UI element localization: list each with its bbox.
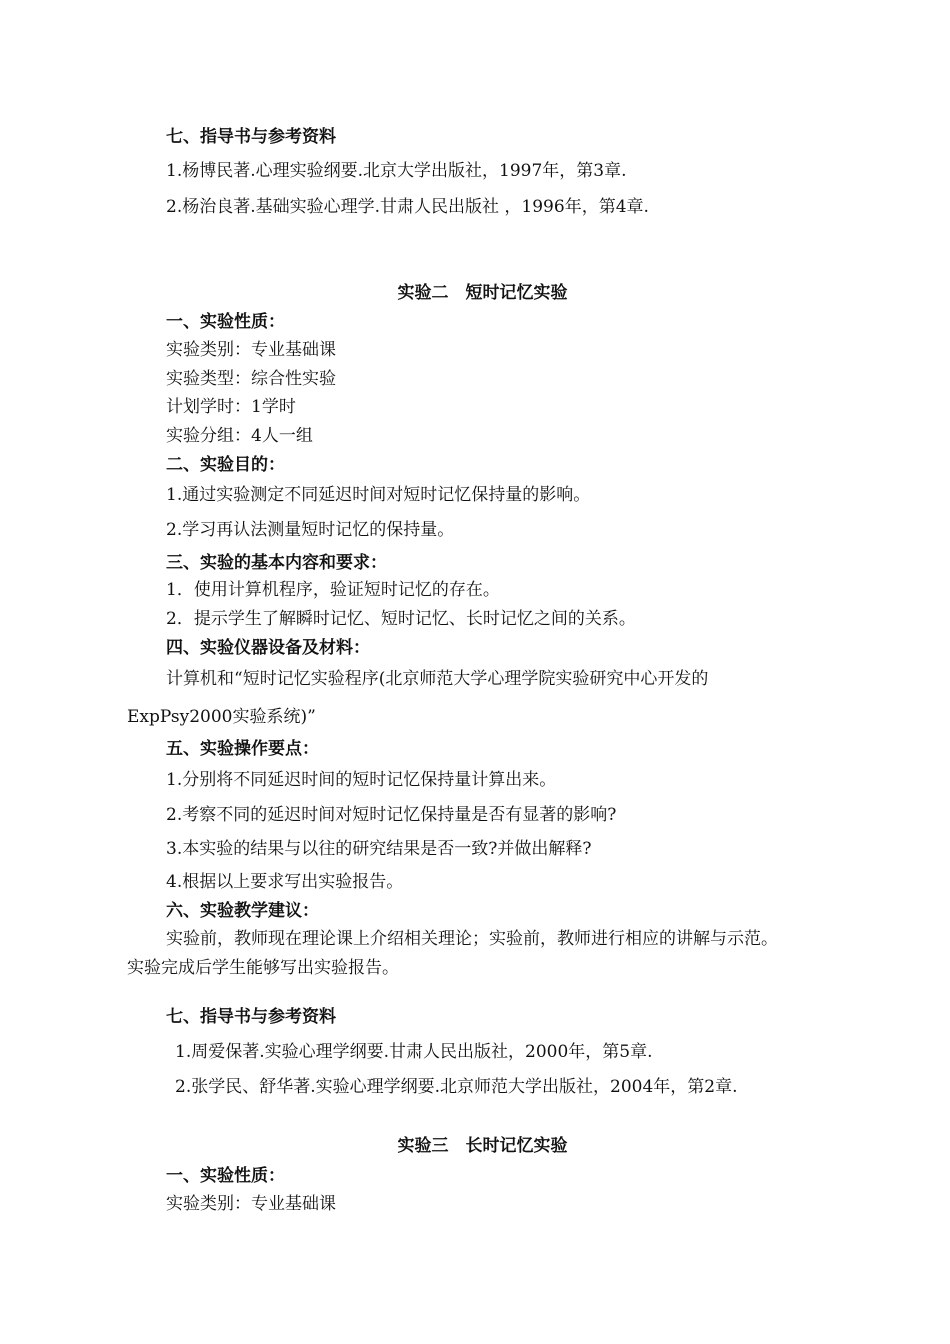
reference-item: 2.杨治良著.基础实验心理学.甘肃人民出版社 ，1996年，第4章. bbox=[166, 197, 649, 217]
section-heading-nature: 一、实验性质： bbox=[166, 312, 285, 332]
content-line: 1．使用计算机程序，验证短时记忆的存在。 bbox=[166, 580, 500, 600]
nature-line: 实验分组：4人一组 bbox=[166, 426, 313, 446]
purpose-line: 1.通过实验测定不同延迟时间对短时记忆保持量的影响。 bbox=[166, 485, 591, 505]
section-heading-purpose: 二、实验目的： bbox=[166, 455, 285, 475]
operation-line: 4.根据以上要求写出实验报告。 bbox=[166, 872, 404, 892]
teaching-line: 实验前，教师现在理论课上介绍相关理论；实验前，教师进行相应的讲解与示范。 bbox=[166, 929, 778, 949]
experiment-title: 实验三 长时记忆实验 bbox=[397, 1136, 568, 1156]
section-heading-content: 三、实验的基本内容和要求： bbox=[166, 553, 387, 573]
section-heading-references: 七、指导书与参考资料 bbox=[166, 1007, 336, 1027]
section-heading-operation: 五、实验操作要点： bbox=[166, 739, 319, 759]
content-line: 2．提示学生了解瞬时记忆、短时记忆、长时记忆之间的关系。 bbox=[166, 609, 636, 629]
nature-line: 实验类型：综合性实验 bbox=[166, 369, 336, 389]
reference-item: 1.周爱保著.实验心理学纲要.甘肃人民出版社，2000年，第5章. bbox=[175, 1042, 653, 1062]
experiment-title: 实验二 短时记忆实验 bbox=[397, 283, 568, 303]
equipment-line: 计算机和“短时记忆实验程序(北京师范大学心理学院实验研究中心开发的 bbox=[166, 669, 709, 689]
section-heading-equipment: 四、实验仪器设备及材料： bbox=[166, 638, 370, 658]
reference-item: 1.杨博民著.心理实验纲要.北京大学出版社，1997年，第3章. bbox=[166, 161, 627, 181]
reference-item: 2.张学民、舒华著.实验心理学纲要.北京师范大学出版社，2004年，第2章. bbox=[175, 1077, 738, 1097]
operation-line: 1.分别将不同延迟时间的短时记忆保持量计算出来。 bbox=[166, 770, 557, 790]
purpose-line: 2.学习再认法测量短时记忆的保持量。 bbox=[166, 520, 455, 540]
section-heading-references: 七、指导书与参考资料 bbox=[166, 127, 336, 147]
operation-line: 3.本实验的结果与以往的研究结果是否一致?并做出解释? bbox=[166, 839, 592, 859]
operation-line: 2.考察不同的延迟时间对短时记忆保持量是否有显著的影响? bbox=[166, 805, 617, 825]
teaching-line-continued: 实验完成后学生能够写出实验报告。 bbox=[127, 958, 399, 978]
nature-line: 实验类别：专业基础课 bbox=[166, 340, 336, 360]
section-heading-teaching: 六、实验教学建议： bbox=[166, 901, 319, 921]
equipment-line-continued: ExpPsy2000实验系统)” bbox=[127, 707, 316, 727]
section-heading-nature: 一、实验性质： bbox=[166, 1166, 285, 1186]
nature-line: 计划学时：1学时 bbox=[166, 397, 296, 417]
nature-line: 实验类别：专业基础课 bbox=[166, 1194, 336, 1214]
